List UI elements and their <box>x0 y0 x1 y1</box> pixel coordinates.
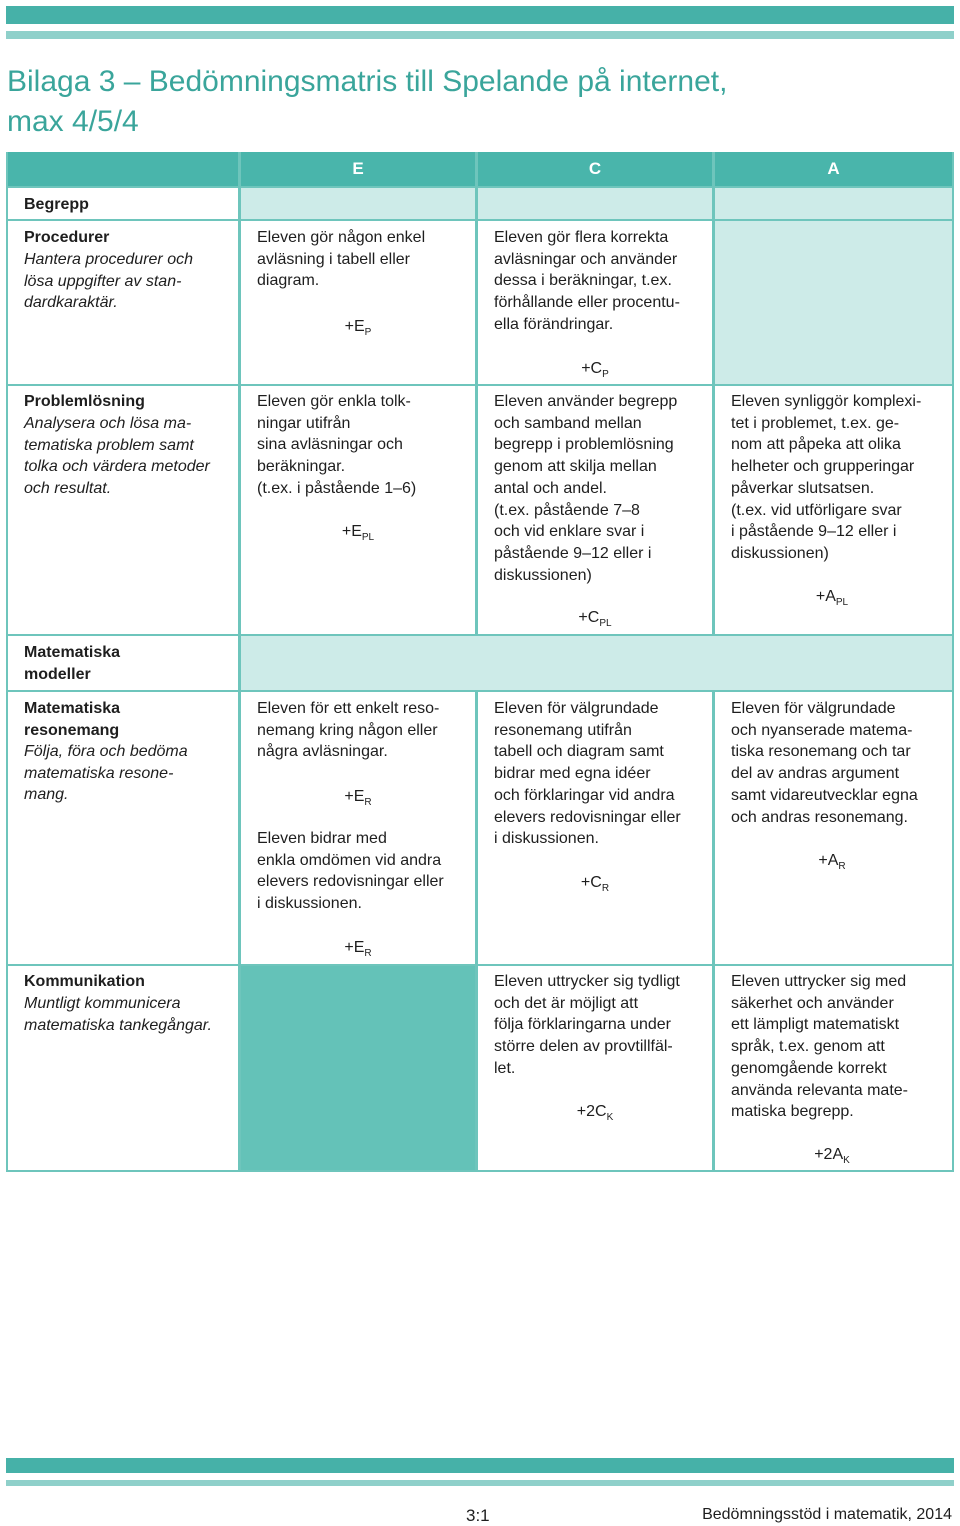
kommunikation-a-cell <box>715 966 952 1170</box>
footer-accent-bar <box>6 1458 954 1473</box>
problemlosning-e-text: Eleven gör enkla tolk- ningar utifrån sina avläsningar och beräkningar. (t.ex. i påstående 1–6) <box>257 393 417 497</box>
resonemang-heading: Matematiska resonemang <box>24 700 121 739</box>
begrepp-e-cell <box>241 188 475 219</box>
problemlosning-a-score: $+A_{PL}$ <box>815 588 849 608</box>
kommunikation-c-score: $+2C_K$ <box>576 1103 614 1123</box>
resonemang-c-score: $+C_R$ <box>580 874 610 894</box>
kommunikation-heading: Kommunikation <box>24 973 145 990</box>
kommunikation-c-cell <box>478 966 712 1170</box>
top-accent-bar <box>6 6 954 24</box>
problemlosning-e-score: $+E_{PL}$ <box>341 523 375 543</box>
row-label-resonemang <box>8 692 238 964</box>
problemlosning-c-text: Eleven använder begrepp och samband mellan begrepp i problemlösning genom att skilja mellan antal och andel. (t.ex. påstående 7–8 och vid enklare svar i påstående 9–12 eller i diskussionen) <box>494 393 678 584</box>
problemlosning-description: Analysera och lösa ma- tematiska problem samt tolka och värdera metoder och resultat. <box>24 415 210 498</box>
page-title: Bilaga 3 – Bedömningsmatris till Spelande på internet, max 4/5/4 <box>7 65 728 138</box>
problemlosning-a-cell <box>715 386 952 634</box>
top-accent-stripe <box>6 31 954 39</box>
problemlosning-e-cell <box>241 386 475 634</box>
resonemang-a-cell <box>715 692 952 964</box>
resonemang-e-text-2: Eleven bidrar med enkla omdömen vid andra elevers redovisningar eller i diskussionen. <box>257 830 444 913</box>
problemlosning-c-score: $+C_{PL}$ <box>578 609 612 629</box>
kommunikation-a-text: Eleven uttrycker sig med säkerhet och använder ett lämpligt matematiskt språk, t.ex. genom att genomgående korrekt använda relevanta mate- matiska begrepp. <box>731 973 908 1121</box>
kommunikation-a-score: $+2A_K$ <box>814 1146 850 1166</box>
resonemang-a-score: $+A_R$ <box>818 852 846 872</box>
resonemang-c-text: Eleven för välgrundade resonemang utifrån tabell och diagram samt bidrar med egna idéer och förklaringar vid andra elevers redovisningar eller i diskussionen. <box>494 700 681 848</box>
row-label-modeller <box>8 636 238 690</box>
resonemang-e-score-2: $+E_R$ <box>344 939 372 959</box>
procedurer-c-text: Eleven gör flera korrekta avläsningar och använder dessa i beräkningar, t.ex. förhållande eller procentu- ella förändringar. <box>494 229 680 333</box>
begrepp-c-cell <box>478 188 712 219</box>
procedurer-e-text: Eleven gör någon enkel avläsning i tabell eller diagram. <box>257 229 426 290</box>
column-header-a: A <box>715 152 952 186</box>
header-blank <box>8 152 238 186</box>
kommunikation-description: Muntligt kommunicera matematiska tankegångar. <box>24 995 212 1034</box>
problemlosning-c-cell <box>478 386 712 634</box>
problemlosning-heading: Problemlösning <box>24 393 145 410</box>
footer-accent-stripe <box>6 1480 954 1486</box>
resonemang-a-text: Eleven för välgrundade och nyanserade matema- tiska resonemang och tar del av andras argument samt vidareutvecklar egna och andras resonemang. <box>731 700 918 826</box>
problemlosning-a-text: Eleven synliggör komplexi- tet i problemet, t.ex. ge- nom att påpeka att olika helheter och grupperingar påverkar slutsatsen. (t.ex. vid utförligare svar i påstående 9–12 eller i diskussionen) <box>731 393 922 562</box>
begrepp-a-cell <box>715 188 952 219</box>
procedurer-e-score: $+E_P$ <box>344 318 372 338</box>
modeller-heading: Matematiska modeller <box>24 644 121 683</box>
resonemang-e-text: Eleven för ett enkelt reso- nemang kring någon eller några avläsningar. <box>257 700 440 761</box>
procedurer-c-score: $+C_P$ <box>581 360 609 380</box>
row-label-problemlosning <box>8 386 238 634</box>
resonemang-e-score: $+E_R$ <box>344 788 372 808</box>
procedurer-e-cell <box>241 221 475 384</box>
column-header-e: E <box>241 152 475 186</box>
page-number: 3:1 <box>466 1506 490 1525</box>
procedurer-a-cell <box>715 221 952 384</box>
row-label-begrepp <box>8 188 238 219</box>
footer-text: Bedömningsstöd i matematik, 2014 <box>702 1506 952 1523</box>
procedurer-description: Hantera procedurer och lösa uppgifter av stan- dardkaraktär. <box>24 251 193 312</box>
row-label-procedurer <box>8 221 238 384</box>
begrepp-heading: Begrepp <box>24 196 89 213</box>
resonemang-description: Följa, föra och bedöma matematiska resone- mang. <box>24 743 188 804</box>
modeller-empty-cell <box>241 636 952 690</box>
procedurer-c-cell <box>478 221 712 384</box>
kommunikation-c-text: Eleven uttrycker sig tydligt och det är möjligt att följa förklaringarna under större delen av provtillfäl- let. <box>494 973 680 1077</box>
resonemang-e-cell <box>241 692 475 964</box>
column-header-c: C <box>478 152 712 186</box>
resonemang-c-cell <box>478 692 712 964</box>
procedurer-heading: Procedurer <box>24 229 110 246</box>
kommunikation-e-cell <box>241 966 475 1170</box>
row-label-kommunikation <box>8 966 238 1170</box>
